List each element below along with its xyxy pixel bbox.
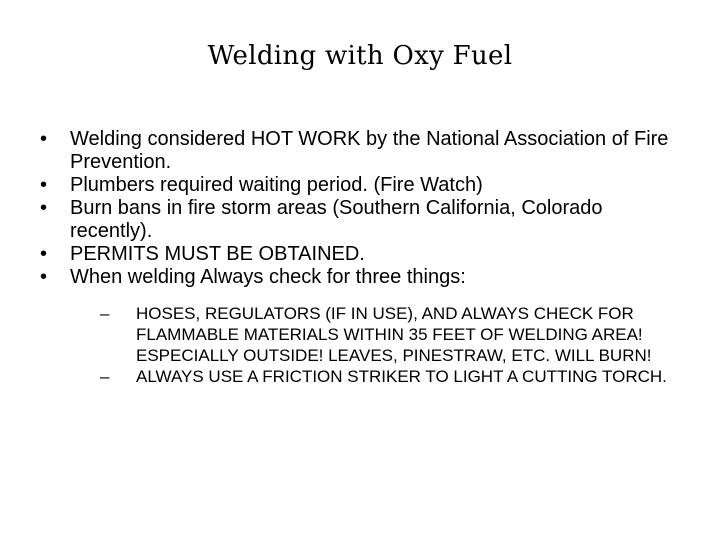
- dash-icon: –: [100, 304, 110, 323]
- sub-bullet-text: HOSES, REGULATORS (IF IN USE), AND ALWAYS CHECK FOR FLAMMABLE MATERIALS WITHIN 35 FEET OF WELDING AREA! ESPECIALLY OUTSIDE! LEAVES, PINESTRAW, ETC. WILL BURN!: [136, 304, 652, 365]
- sub-bullet-item: [90, 366, 680, 387]
- sub-bullet-list: [90, 303, 680, 387]
- bullet-icon: •: [40, 197, 48, 219]
- bullet-text: Burn bans in fire storm areas (Southern California, Colorado recently).: [70, 197, 603, 242]
- bullet-text: Welding considered HOT WORK by the National Association of Fire Prevention.: [70, 128, 669, 173]
- slide-title: Welding with Oxy Fuel: [207, 41, 513, 71]
- bullet-item: [38, 128, 678, 174]
- bullet-icon: •: [40, 128, 48, 150]
- bullet-icon: •: [40, 243, 48, 265]
- sub-bullet-text: ALWAYS USE A FRICTION STRIKER TO LIGHT A CUTTING TORCH.: [136, 367, 667, 386]
- bullet-text: PERMITS MUST BE OBTAINED.: [70, 243, 365, 265]
- sub-bullet-item: [90, 303, 680, 366]
- bullet-item: [38, 174, 678, 197]
- bullet-icon: •: [40, 174, 48, 196]
- bullet-text: When welding Always check for three things:: [70, 266, 466, 288]
- bullet-list: [38, 128, 678, 387]
- bullet-item: [38, 197, 678, 243]
- bullet-text: Plumbers required waiting period. (Fire Watch): [70, 174, 483, 196]
- bullet-item: [38, 266, 678, 387]
- bullet-item: [38, 243, 678, 266]
- dash-icon: –: [100, 367, 110, 386]
- bullet-icon: •: [40, 266, 48, 288]
